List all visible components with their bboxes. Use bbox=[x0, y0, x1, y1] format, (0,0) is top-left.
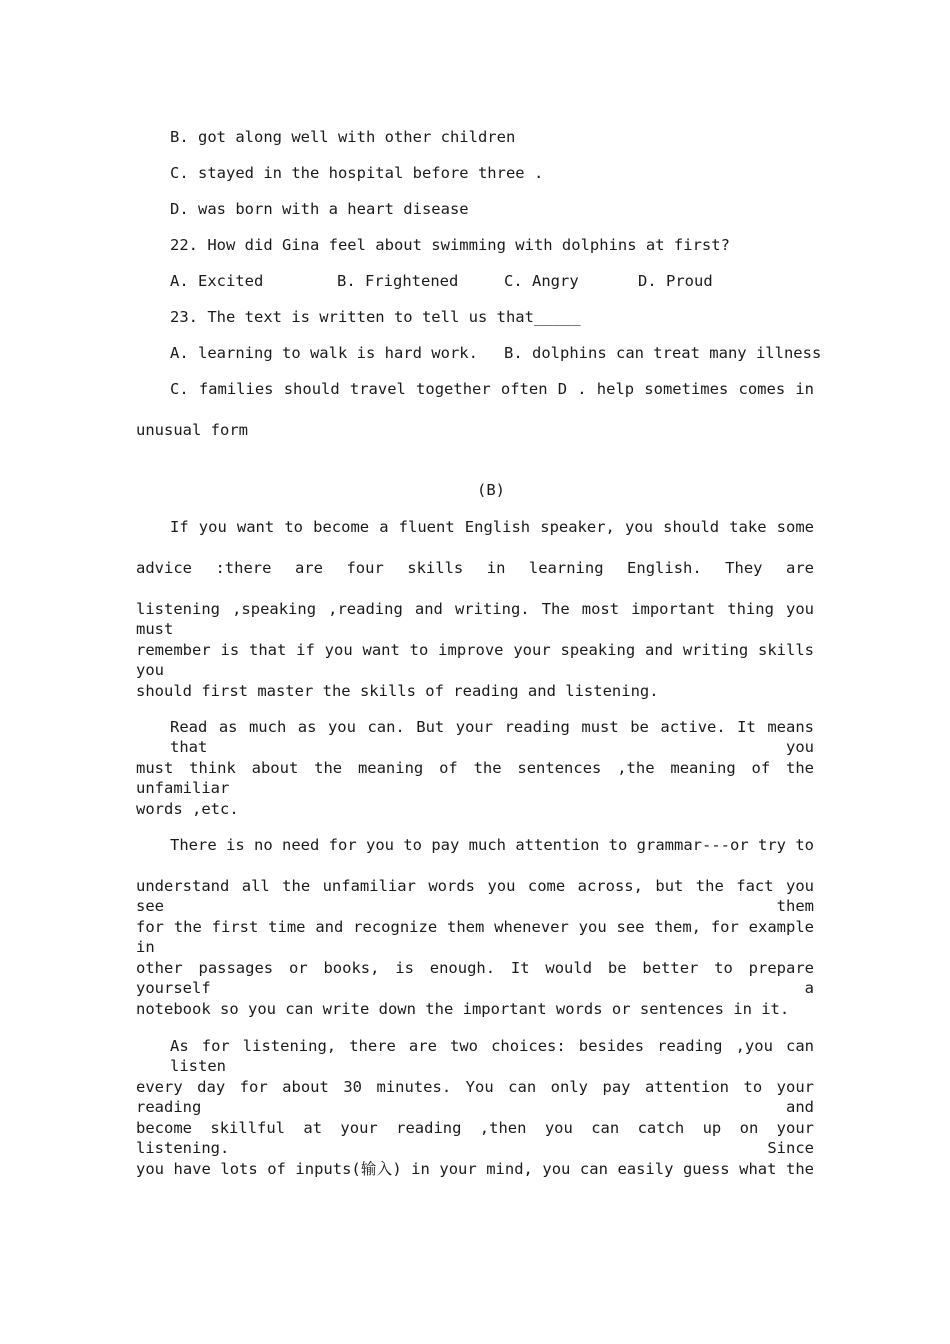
paragraph-line: remember is that if you want to improve your speaking and writing skills you bbox=[136, 641, 814, 679]
q23-option-c-d: C. families should travel together often D . help sometimes comes in bbox=[170, 380, 814, 398]
q22-option-b: B. Frightened bbox=[337, 272, 459, 290]
q23-stem: 23. The text is written to tell us that_____ bbox=[170, 308, 581, 326]
q22-option-c: C. Angry bbox=[504, 272, 579, 290]
q21-option-b: B. got along well with other children bbox=[170, 128, 516, 146]
paragraph-line: notebook so you can write down the important words or sentences in it. bbox=[136, 1000, 790, 1018]
paragraph-line: every day for about 30 minutes. You can only pay attention to your reading and bbox=[136, 1078, 814, 1116]
q22-option-a: A. Excited bbox=[170, 272, 264, 290]
paragraph-line: advice :there are four skills in learning English. They are bbox=[136, 559, 814, 577]
paragraph-line: become skillful at your reading ,then you can catch up on your listening. Since bbox=[136, 1119, 814, 1157]
paragraph-line: words ,etc. bbox=[136, 800, 239, 818]
paragraph-line: As for listening, there are two choices: besides reading ,you can listen bbox=[170, 1037, 814, 1075]
q22-option-d: D. Proud bbox=[638, 272, 713, 290]
paragraph-line: for the first time and recognize them whenever you see them, for example in bbox=[136, 918, 814, 956]
q23-option-b: B. dolphins can treat many illness bbox=[504, 344, 822, 362]
section-b-title: (B) bbox=[477, 481, 505, 499]
q23-option-d-continued: unusual form bbox=[136, 421, 248, 439]
q21-option-d: D. was born with a heart disease bbox=[170, 200, 469, 218]
paragraph-line: There is no need for you to pay much attention to grammar---or try to bbox=[170, 836, 814, 854]
paragraph-line: If you want to become a fluent English speaker, you should take some bbox=[170, 518, 814, 536]
paragraph-line: understand all the unfamiliar words you come across, but the fact you see them bbox=[136, 877, 814, 915]
q21-option-c: C. stayed in the hospital before three . bbox=[170, 164, 544, 182]
paragraph-line: listening ,speaking ,reading and writing. The most important thing you must bbox=[136, 600, 814, 638]
paragraph-line: should first master the skills of reading and listening. bbox=[136, 682, 659, 700]
q22-stem: 22. How did Gina feel about swimming with dolphins at first? bbox=[170, 236, 730, 254]
paragraph-line: other passages or books, is enough. It would be better to prepare yourself a bbox=[136, 959, 814, 997]
paragraph-line: must think about the meaning of the sentences ,the meaning of the unfamiliar bbox=[136, 759, 814, 797]
paragraph-line: Read as much as you can. But your reading must be active. It means that you bbox=[170, 718, 814, 756]
paragraph-line: you have lots of inputs(输入) in your mind, you can easily guess what the bbox=[136, 1160, 814, 1178]
q23-option-a: A. learning to walk is hard work. bbox=[170, 344, 478, 362]
